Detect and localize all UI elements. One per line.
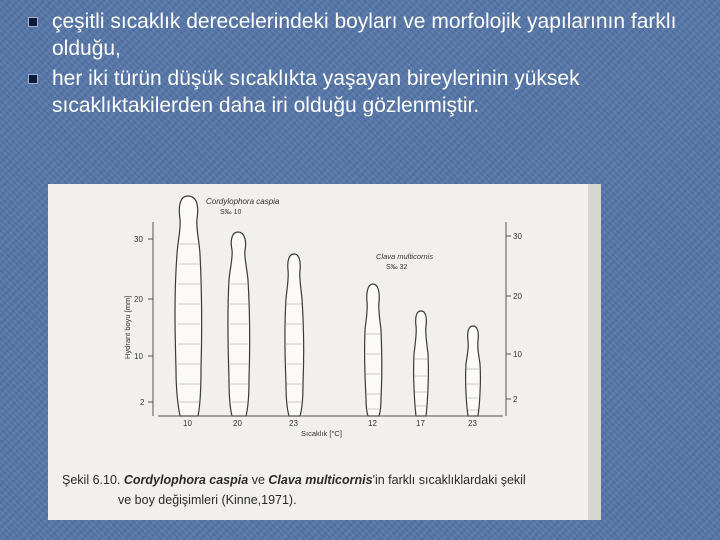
caption-connector: ve <box>251 473 265 487</box>
species2-label: Clava multicornis <box>376 252 434 261</box>
temperature-label: 23 <box>468 419 477 428</box>
bullet-text: çeşitli sıcaklık derecelerindeki boyları ve morfolojik yapılarının farklı olduğu, <box>52 10 677 60</box>
temperature-label: 23 <box>289 419 298 428</box>
figure-caption <box>62 470 601 510</box>
square-bullet-icon <box>28 74 38 84</box>
caption-line2: ve boy değişimleri (Kinne,1971). <box>118 493 297 507</box>
right-tick-label: 30 <box>513 232 522 241</box>
species2-salinity: S‰ 32 <box>386 264 408 271</box>
species1-salinity: S‰ 10 <box>220 209 242 216</box>
hydranth-shape <box>175 196 202 416</box>
temperature-label: 20 <box>233 419 242 428</box>
temperature-label: 12 <box>368 419 377 428</box>
hydranth-shape <box>466 326 481 416</box>
hydranth-shape <box>285 254 304 416</box>
left-tick-label: 10 <box>134 352 143 361</box>
caption-prefix: Şekil 6.10. <box>62 473 121 487</box>
caption-species1: Cordylophora caspia <box>123 473 249 487</box>
bullet-item <box>28 65 708 119</box>
left-axis-label: Hydrant boyu [mm] <box>123 295 132 359</box>
left-tick-label: 20 <box>134 295 143 304</box>
right-tick-label: 10 <box>513 350 522 359</box>
bullet-text: her iki türün düşük sıcaklıkta yaşayan bireylerinin yüksek sıcaklıktakilerden daha iri olduğu gözlenmiştir. <box>52 67 580 117</box>
hydranth-shape <box>365 284 382 416</box>
caption-species2: Clava multicornis <box>268 473 373 487</box>
right-tick-label: 2 <box>513 395 518 404</box>
species1-label: Cordylophora caspia <box>206 197 280 206</box>
temperature-label: 10 <box>183 419 192 428</box>
bullet-item <box>28 8 708 62</box>
temperature-label: 17 <box>416 419 425 428</box>
temperature-axis-label: Sıcaklık [°C] <box>301 429 342 438</box>
hydranth-shape <box>414 311 429 416</box>
caption-suffix: 'in farklı sıcaklıklardaki şekil <box>372 473 526 487</box>
right-tick-label: 20 <box>513 292 522 301</box>
square-bullet-icon <box>28 17 38 27</box>
figure-image <box>48 184 601 520</box>
bullet-list <box>28 8 708 122</box>
left-tick-label: 30 <box>134 235 143 244</box>
left-tick-label: 2 <box>140 398 145 407</box>
